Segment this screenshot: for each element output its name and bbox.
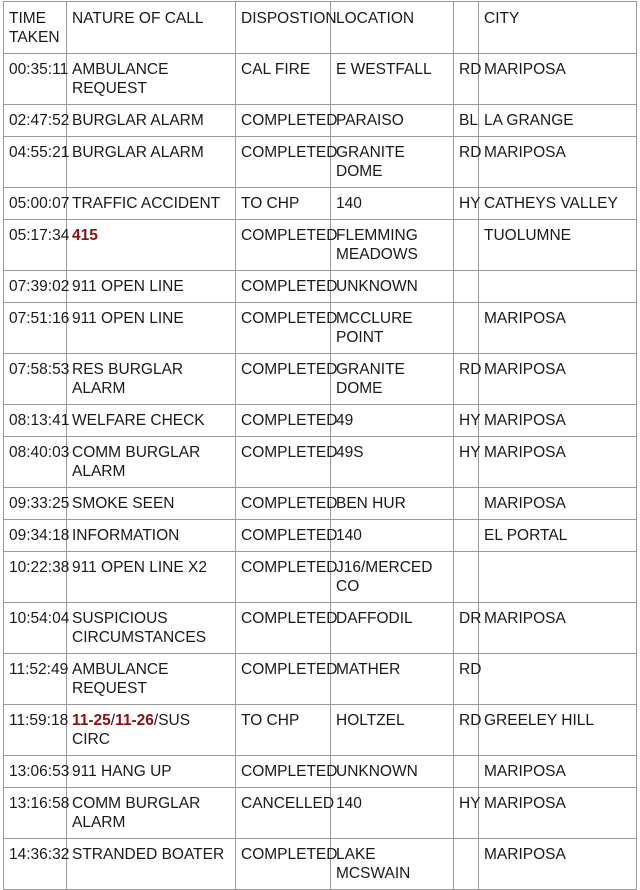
cell-nature: INFORMATION xyxy=(67,520,236,552)
cell-disposition: COMPLETED xyxy=(236,552,331,603)
cell-disposition: COMPLETED xyxy=(236,354,331,405)
header-nature: NATURE OF CALL xyxy=(67,2,236,54)
cell-nature: TRAFFIC ACCIDENT xyxy=(67,188,236,220)
nature-separator: / xyxy=(110,712,116,729)
cell-time: 14:36:32 xyxy=(4,839,67,890)
cell-location: MCCLURE POINT xyxy=(331,303,454,354)
cell-nature: 911 HANG UP xyxy=(67,756,236,788)
table-row xyxy=(4,303,637,354)
header-row xyxy=(4,2,637,54)
cell-city: MARIPOSA xyxy=(479,437,637,488)
cell-nature: SUSPICIOUS CIRCUMSTANCES xyxy=(67,603,236,654)
cell-disposition: COMPLETED xyxy=(236,405,331,437)
cell-nature: 911 OPEN LINE X2 xyxy=(67,552,236,603)
nature-code-red: 11-25 xyxy=(72,712,111,729)
cell-suffix: BL xyxy=(454,105,479,137)
cell-nature xyxy=(67,220,236,271)
cell-city: LA GRANGE xyxy=(479,105,637,137)
cell-disposition: COMPLETED xyxy=(236,654,331,705)
cell-location: MATHER xyxy=(331,654,454,705)
cell-location: BEN HUR xyxy=(331,488,454,520)
cell-city xyxy=(479,654,637,705)
cell-city xyxy=(479,552,637,603)
table-row xyxy=(4,220,637,271)
cell-suffix xyxy=(454,520,479,552)
cell-nature: RES BURGLAR ALARM xyxy=(67,354,236,405)
cell-time: 11:52:49 xyxy=(4,654,67,705)
cell-time: 09:33:25 xyxy=(4,488,67,520)
nature-text: /SUS CIRC xyxy=(72,712,191,748)
table-row xyxy=(4,488,637,520)
cell-location: 140 xyxy=(331,788,454,839)
cell-location: 49S xyxy=(331,437,454,488)
cell-nature: AMBULANCE REQUEST xyxy=(67,654,236,705)
cell-location: UNKNOWN xyxy=(331,271,454,303)
cell-suffix: HY xyxy=(454,437,479,488)
cell-location: GRANITE DOME xyxy=(331,354,454,405)
cell-time: 11:59:18 xyxy=(4,705,67,756)
cell-time: 04:55:21 xyxy=(4,137,67,188)
cell-location: 140 xyxy=(331,188,454,220)
cell-suffix: DR xyxy=(454,603,479,654)
cell-time: 13:06:53 xyxy=(4,756,67,788)
table-row xyxy=(4,105,637,137)
cell-nature: COMM BURGLAR ALARM xyxy=(67,437,236,488)
cell-suffix: RD xyxy=(454,654,479,705)
cell-disposition: COMPLETED xyxy=(236,437,331,488)
table-row xyxy=(4,271,637,303)
cell-city: MARIPOSA xyxy=(479,756,637,788)
cell-city: MARIPOSA xyxy=(479,54,637,105)
cell-suffix: RD xyxy=(454,354,479,405)
table-row xyxy=(4,705,637,756)
table-row xyxy=(4,603,637,654)
cell-city: MARIPOSA xyxy=(479,488,637,520)
table-row xyxy=(4,520,637,552)
header-time: TIME TAKEN xyxy=(4,2,67,54)
table-row xyxy=(4,188,637,220)
cell-disposition: TO CHP xyxy=(236,705,331,756)
cell-suffix: RD xyxy=(454,137,479,188)
header-location: LOCATION xyxy=(331,2,454,54)
cell-city: MARIPOSA xyxy=(479,405,637,437)
cell-location: 140 xyxy=(331,520,454,552)
cell-suffix: RD xyxy=(454,705,479,756)
cell-disposition: TO CHP xyxy=(236,188,331,220)
cell-time: 08:40:03 xyxy=(4,437,67,488)
cell-location: J16/MERCED CO xyxy=(331,552,454,603)
cell-disposition: COMPLETED xyxy=(236,488,331,520)
cell-suffix xyxy=(454,271,479,303)
cell-suffix: RD xyxy=(454,54,479,105)
cell-disposition: COMPLETED xyxy=(236,137,331,188)
cell-location: HOLTZEL xyxy=(331,705,454,756)
cell-disposition: COMPLETED xyxy=(236,756,331,788)
cell-time: 07:51:16 xyxy=(4,303,67,354)
cell-location: FLEMMING MEADOWS xyxy=(331,220,454,271)
cell-disposition: COMPLETED xyxy=(236,520,331,552)
cell-nature xyxy=(67,705,236,756)
cell-disposition: COMPLETED xyxy=(236,603,331,654)
call-log-table xyxy=(3,1,637,890)
nature-code-red: 415 xyxy=(72,227,98,244)
cell-city: MARIPOSA xyxy=(479,603,637,654)
cell-location: 49 xyxy=(331,405,454,437)
cell-suffix: HY xyxy=(454,405,479,437)
cell-city: MARIPOSA xyxy=(479,354,637,405)
table-row xyxy=(4,354,637,405)
cell-location: E WESTFALL xyxy=(331,54,454,105)
cell-city xyxy=(479,271,637,303)
cell-location: PARAISO xyxy=(331,105,454,137)
cell-suffix: HY xyxy=(454,188,479,220)
table-row xyxy=(4,552,637,603)
cell-location: GRANITE DOME xyxy=(331,137,454,188)
cell-disposition: CANCELLED xyxy=(236,788,331,839)
cell-suffix xyxy=(454,756,479,788)
table-row xyxy=(4,756,637,788)
cell-location: UNKNOWN xyxy=(331,756,454,788)
cell-nature: WELFARE CHECK xyxy=(67,405,236,437)
cell-city: GREELEY HILL xyxy=(479,705,637,756)
table-row xyxy=(4,839,637,890)
cell-time: 05:00:07 xyxy=(4,188,67,220)
cell-nature: COMM BURGLAR ALARM xyxy=(67,788,236,839)
cell-time: 00:35:11 xyxy=(4,54,67,105)
cell-suffix xyxy=(454,552,479,603)
cell-nature: SMOKE SEEN xyxy=(67,488,236,520)
cell-disposition: COMPLETED xyxy=(236,220,331,271)
cell-city: MARIPOSA xyxy=(479,137,637,188)
cell-time: 07:58:53 xyxy=(4,354,67,405)
cell-nature: BURGLAR ALARM xyxy=(67,105,236,137)
cell-city: MARIPOSA xyxy=(479,839,637,890)
cell-nature: 911 OPEN LINE xyxy=(67,303,236,354)
cell-nature: 911 OPEN LINE xyxy=(67,271,236,303)
cell-disposition: COMPLETED xyxy=(236,105,331,137)
table-row xyxy=(4,137,637,188)
cell-time: 05:17:34 xyxy=(4,220,67,271)
cell-disposition: CAL FIRE xyxy=(236,54,331,105)
cell-city: CATHEYS VALLEY xyxy=(479,188,637,220)
cell-city: MARIPOSA xyxy=(479,788,637,839)
table-row xyxy=(4,654,637,705)
cell-nature: AMBULANCE REQUEST xyxy=(67,54,236,105)
cell-nature: BURGLAR ALARM xyxy=(67,137,236,188)
cell-suffix xyxy=(454,488,479,520)
cell-city: MARIPOSA xyxy=(479,303,637,354)
cell-time: 07:39:02 xyxy=(4,271,67,303)
cell-disposition: COMPLETED xyxy=(236,271,331,303)
cell-suffix xyxy=(454,303,479,354)
cell-suffix xyxy=(454,839,479,890)
cell-time: 08:13:41 xyxy=(4,405,67,437)
cell-time: 10:54:04 xyxy=(4,603,67,654)
header-disposition: DISPOSTION xyxy=(236,2,331,54)
table-row xyxy=(4,437,637,488)
table-row xyxy=(4,405,637,437)
table-row xyxy=(4,54,637,105)
cell-time: 09:34:18 xyxy=(4,520,67,552)
nature-code-red: 11-26 xyxy=(115,712,154,729)
cell-location: LAKE MCSWAIN xyxy=(331,839,454,890)
table-row xyxy=(4,788,637,839)
cell-nature: STRANDED BOATER xyxy=(67,839,236,890)
cell-suffix: HY xyxy=(454,788,479,839)
header-suffix xyxy=(454,2,479,54)
cell-disposition: COMPLETED xyxy=(236,303,331,354)
cell-time: 10:22:38 xyxy=(4,552,67,603)
cell-time: 02:47:52 xyxy=(4,105,67,137)
cell-disposition: COMPLETED xyxy=(236,839,331,890)
cell-city: TUOLUMNE xyxy=(479,220,637,271)
header-city: CITY xyxy=(479,2,637,54)
cell-suffix xyxy=(454,220,479,271)
cell-city: EL PORTAL xyxy=(479,520,637,552)
cell-location: DAFFODIL xyxy=(331,603,454,654)
cell-time: 13:16:58 xyxy=(4,788,67,839)
